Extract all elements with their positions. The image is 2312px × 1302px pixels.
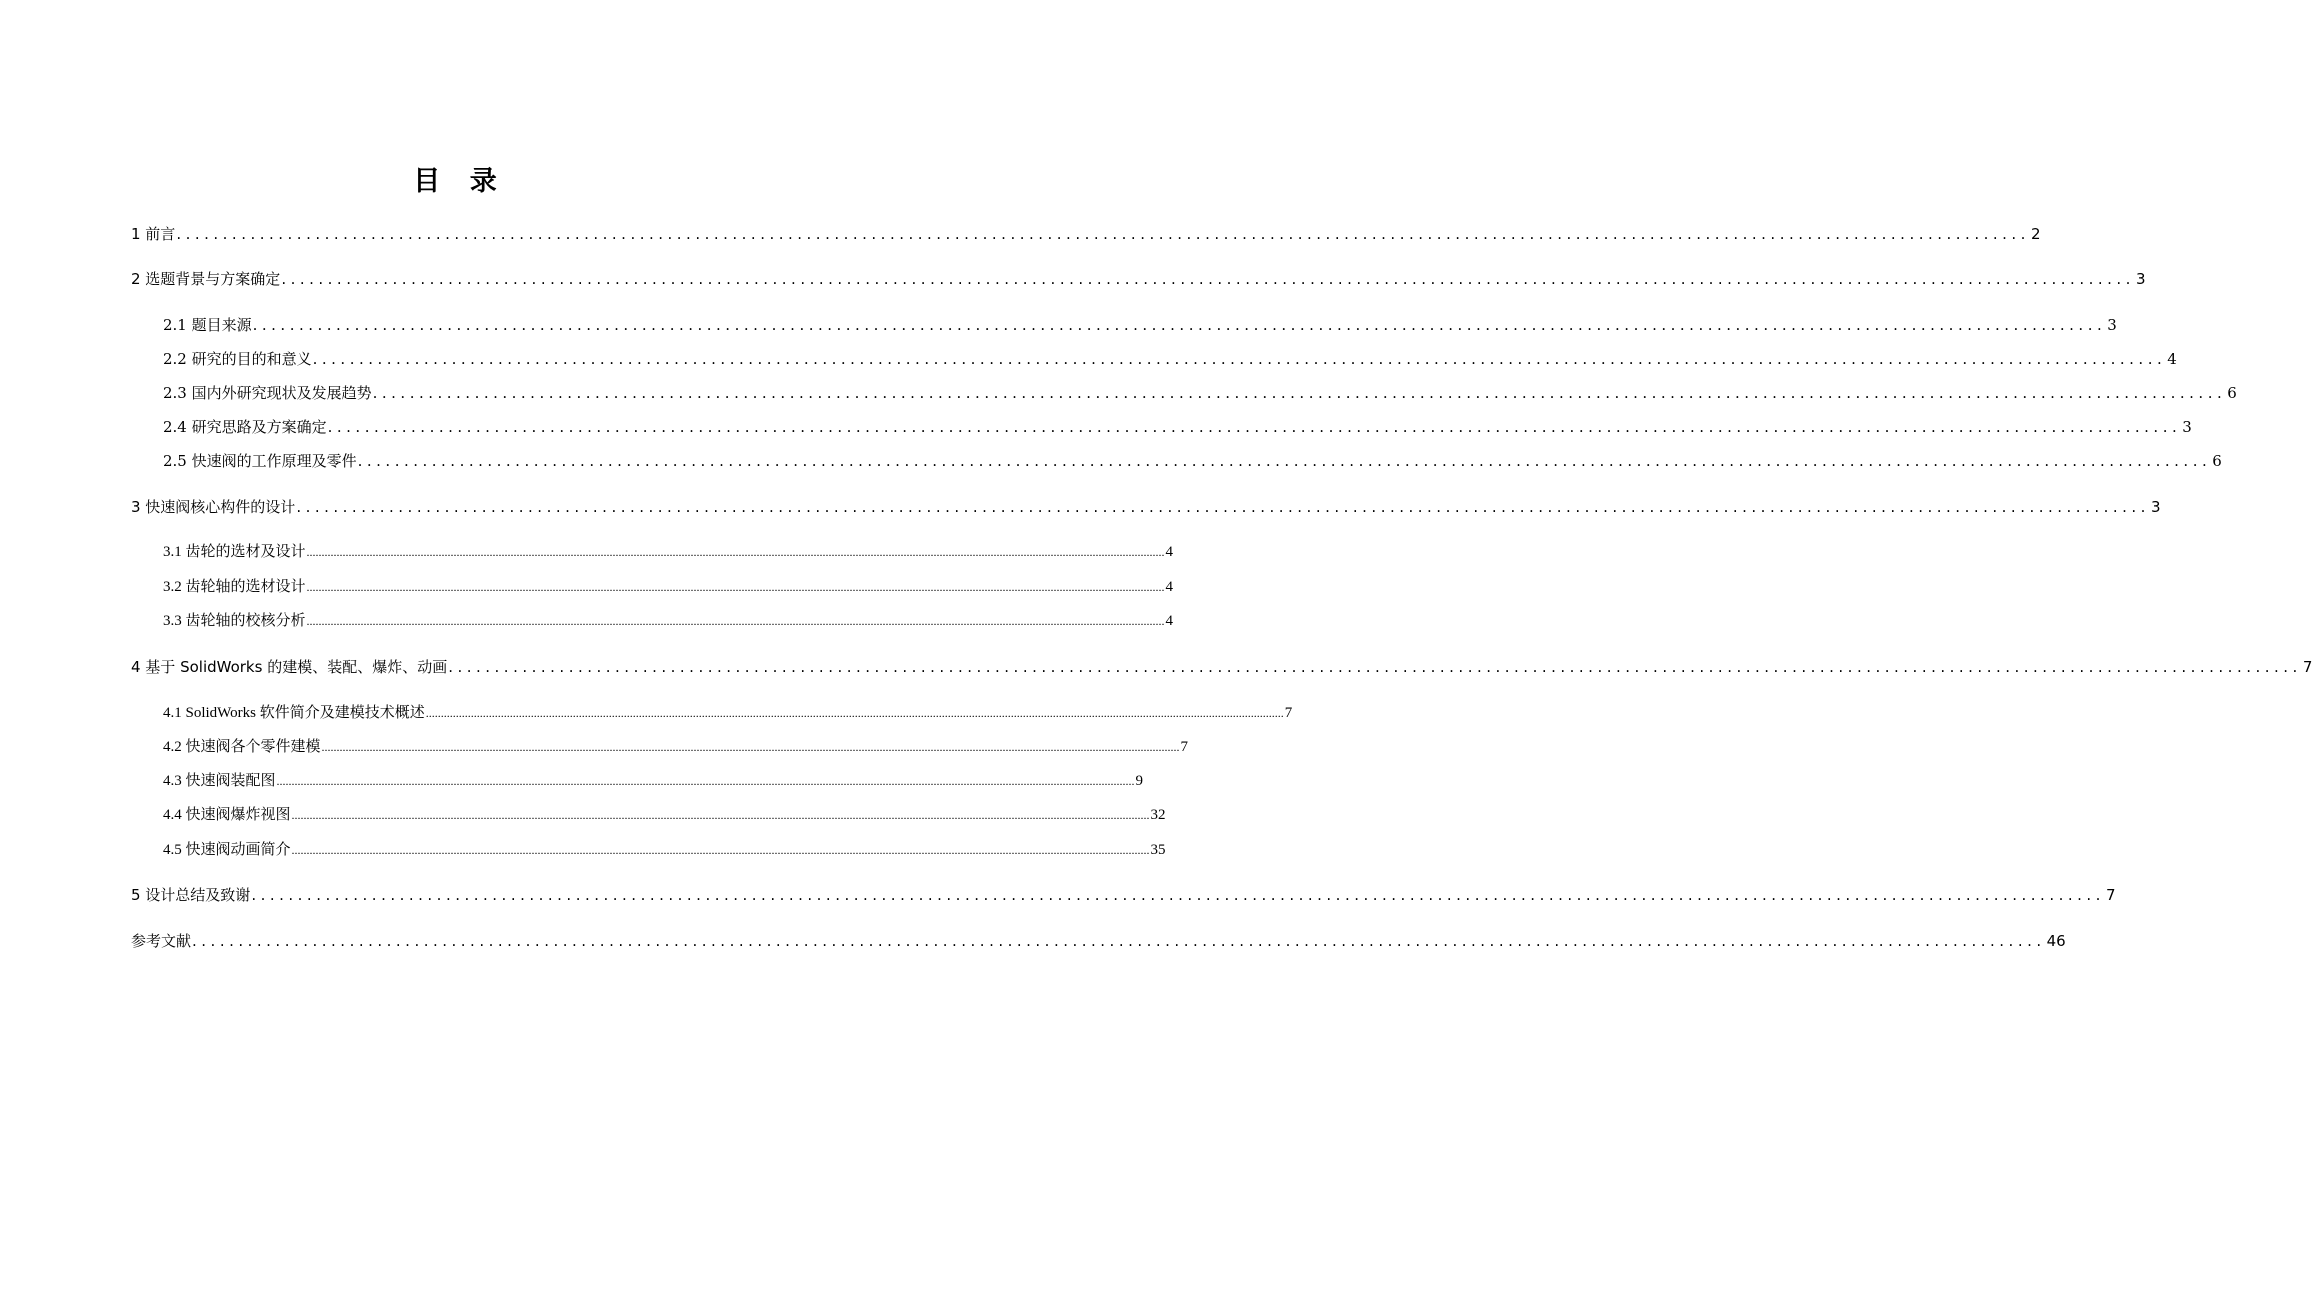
toc-entry-2-1[interactable] [163, 314, 2117, 336]
toc-page-number: 4 [2167, 350, 2177, 368]
dot-leader: .............................................................................................................................................................................................................................................................................................. [306, 580, 1165, 594]
toc-page-number: 6 [2212, 452, 2222, 470]
dot-leader: .............................................................................................................................................................................................................................................................................................. [291, 843, 1150, 857]
dot-leader: .............................................................................................................................................................................................................................................................................................. [306, 614, 1165, 628]
toc-entry-references[interactable] [131, 930, 2066, 952]
toc-entry-5[interactable] [131, 884, 2116, 906]
toc-entry-3-3[interactable] [163, 610, 1174, 632]
toc-page-number: 2 [2030, 225, 2041, 243]
toc-label: 2.5 快速阀的工作原理及零件 [163, 452, 357, 470]
toc-entry-4-5[interactable] [163, 839, 1166, 861]
toc-label: 4.5 快速阀动画简介 [163, 842, 291, 858]
toc-label: 参考文献 [131, 932, 192, 950]
toc-label: 4 基于 SolidWorks 的建模、装配、爆炸、动画 [131, 658, 448, 676]
toc-label: 3.1 齿轮的选材及设计 [163, 544, 306, 560]
toc-label: 3.3 齿轮轴的校核分析 [163, 613, 306, 629]
toc-entry-3[interactable] [131, 496, 2161, 518]
dot-leader: .............................................................................................................................................................................................................................................................................................. [425, 706, 1284, 720]
dot-leader: ........................................................................................................................................................................................................ [281, 270, 2135, 288]
toc-page-number: 3 [2107, 316, 2117, 334]
toc-page-number: 4 [1165, 579, 1174, 595]
toc-entry-2-3[interactable] [163, 382, 2237, 404]
toc-page-number: 3 [2150, 498, 2161, 516]
toc-label: 4.4 快速阀爆炸视图 [163, 807, 291, 823]
dot-leader: .............................................................................................................................................................................................................................................................................................. [306, 545, 1165, 559]
toc-label: 2.3 国内外研究现状及发展趋势 [163, 384, 372, 402]
dot-leader: .............................................................................................................................................................................................................................................................................................. [276, 774, 1135, 788]
toc-label: 2.4 研究思路及方案确定 [163, 418, 327, 436]
toc-label: 2.2 研究的目的和意义 [163, 350, 312, 368]
toc-entry-4-4[interactable] [163, 804, 1166, 826]
toc-label: 3.2 齿轮轴的选材设计 [163, 579, 306, 595]
toc-label: 4.1 SolidWorks 软件简介及建模技术概述 [163, 705, 425, 721]
toc-entry-3-2[interactable] [163, 576, 1174, 598]
toc-page-number: 46 [2046, 932, 2066, 950]
toc-entry-4-2[interactable] [163, 736, 1189, 758]
dot-leader: ........................................................................................................................................................................................................ [448, 658, 2302, 676]
toc-page-number: 35 [1150, 842, 1166, 858]
toc-entry-4[interactable] [131, 656, 2312, 678]
toc-entry-3-1[interactable] [163, 541, 1174, 563]
page-title: 目 录 [413, 166, 507, 197]
toc-page-number: 32 [1150, 807, 1166, 823]
toc-entry-4-1[interactable] [163, 702, 1293, 724]
dot-leader: ........................................................................................................................................................................................................ [312, 350, 2167, 368]
dot-leader: .............................................................................................................................................................................................................................................................................................. [321, 740, 1180, 754]
toc-label: 4.2 快速阀各个零件建模 [163, 739, 321, 755]
toc-page-number: 4 [1165, 544, 1174, 560]
dot-leader: ........................................................................................................................................................................................................ [357, 452, 2212, 470]
toc-label: 3 快速阀核心构件的设计 [131, 498, 296, 516]
toc-page-number: 7 [1284, 705, 1293, 721]
toc-label: 2.1 题目来源 [163, 316, 252, 334]
toc-page-number: 4 [1165, 613, 1174, 629]
toc-entry-2-2[interactable] [163, 348, 2177, 370]
dot-leader: .............................................................................................................................................................................................................................................................................................. [291, 808, 1150, 822]
toc-page-number: 7 [2105, 886, 2116, 904]
toc-page-number: 6 [2227, 384, 2237, 402]
toc-page-number: 7 [2302, 658, 2312, 676]
dot-leader: ........................................................................................................................................................................................................ [372, 384, 2227, 402]
toc-page-number: 9 [1135, 773, 1144, 789]
toc-entry-4-3[interactable] [163, 770, 1144, 792]
dot-leader: ........................................................................................................................................................................................................ [252, 316, 2107, 334]
dot-leader: ........................................................................................................................................................................................................ [251, 886, 2105, 904]
toc-entry-2-4[interactable] [163, 416, 2192, 438]
dot-leader: ........................................................................................................................................................................................................ [296, 498, 2150, 516]
dot-leader: ........................................................................................................................................................................................................ [176, 225, 2030, 243]
toc-label: 5 设计总结及致谢 [131, 886, 251, 904]
toc-page-number: 3 [2182, 418, 2192, 436]
toc-label: 1 前言 [131, 225, 176, 243]
dot-leader: ........................................................................................................................................................................................................ [192, 932, 2046, 950]
toc-label: 4.3 快速阀装配图 [163, 773, 276, 789]
toc-entry-1[interactable] [131, 223, 2041, 245]
toc-page-number: 3 [2135, 270, 2146, 288]
toc-label: 2 选题背景与方案确定 [131, 270, 281, 288]
dot-leader: ........................................................................................................................................................................................................ [327, 418, 2182, 436]
toc-entry-2[interactable] [131, 268, 2146, 290]
toc-entry-2-5[interactable] [163, 450, 2222, 472]
toc-page-number: 7 [1180, 739, 1189, 755]
